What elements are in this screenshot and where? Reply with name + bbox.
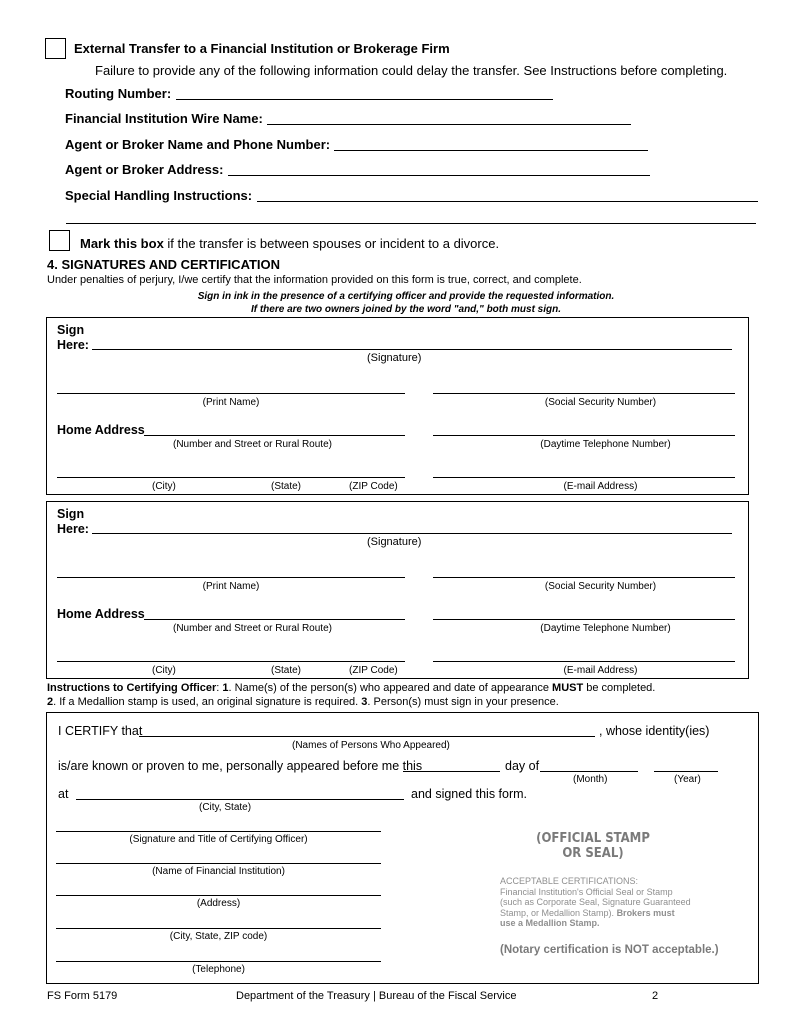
city-caption: (City) bbox=[152, 665, 176, 676]
at-label: at bbox=[58, 787, 69, 801]
financial-institution-caption: (Name of Financial Institution) bbox=[152, 866, 285, 877]
perjury-statement: Under penalties of perjury, I/we certify that the information provided on this form is true, correct, and complete. bbox=[47, 274, 582, 286]
signature-panel-1 bbox=[46, 317, 749, 495]
special-handling-label: Special Handling Instructions: bbox=[65, 188, 253, 203]
address-caption: (Address) bbox=[196, 898, 241, 909]
owner2-ssn-field[interactable] bbox=[433, 577, 735, 578]
acceptable-certifications-heading: ACCEPTABLE CERTIFICATIONS: bbox=[500, 876, 639, 886]
certifying-instructions-line2: 2. If a Medallion stamp is used, an original signature is required. 3. Person(s) must sign in your presence. bbox=[47, 696, 559, 708]
phone-caption: (Daytime Telephone Number) bbox=[540, 623, 671, 634]
acceptable-certifications bbox=[500, 876, 691, 929]
zip-caption: (ZIP Code) bbox=[349, 665, 398, 676]
certification-panel bbox=[46, 712, 759, 984]
owner1-ssn-field[interactable] bbox=[433, 393, 735, 394]
owner1-print-name-field[interactable] bbox=[57, 393, 405, 394]
acceptable-line-3: Stamp, or Medallion Stamp). Brokers must bbox=[500, 907, 675, 918]
owner2-street-field[interactable] bbox=[144, 619, 405, 620]
sign-label: Sign bbox=[57, 323, 85, 337]
owner1-street-field[interactable] bbox=[144, 435, 405, 436]
officer-signature-field[interactable] bbox=[56, 831, 381, 832]
acceptable-line-1: Financial Institution's Official Seal or Stamp bbox=[500, 886, 673, 897]
owner2-signature-field[interactable] bbox=[92, 533, 732, 534]
spouse-transfer-checkbox[interactable] bbox=[49, 230, 70, 251]
signature-caption: (Signature) bbox=[367, 352, 422, 364]
month-caption: (Month) bbox=[573, 774, 608, 785]
owner1-city-state-zip-field[interactable] bbox=[57, 477, 405, 478]
print-name-caption: (Print Name) bbox=[202, 581, 260, 592]
financial-institution-field[interactable] bbox=[56, 863, 381, 864]
signature-caption: (Signature) bbox=[367, 536, 422, 548]
state-caption: (State) bbox=[271, 481, 302, 492]
day-of-label: day of bbox=[505, 759, 540, 773]
owner2-print-name-field[interactable] bbox=[57, 577, 405, 578]
spouse-transfer-text: Mark this box if the transfer is between spouses or incident to a divorce. bbox=[80, 236, 500, 251]
acceptable-line-2: (such as Corporate Seal, Signature Guaranteed bbox=[500, 897, 691, 907]
special-handling-field[interactable] bbox=[257, 201, 758, 202]
owner1-signature-field[interactable] bbox=[92, 349, 732, 350]
names-appeared-caption: (Names of Persons Who Appeared) bbox=[292, 740, 450, 751]
agent-name-label: Agent or Broker Name and Phone Number: bbox=[65, 137, 331, 152]
phone-caption: (Daytime Telephone Number) bbox=[540, 439, 671, 450]
external-transfer-checkbox[interactable] bbox=[45, 38, 66, 59]
stamp-line-2: OR SEAL) bbox=[562, 846, 624, 861]
ssn-caption: (Social Security Number) bbox=[544, 397, 657, 408]
known-statement: is/are known or proven to me, personally appeared before me this bbox=[58, 759, 423, 773]
department-name: Department of the Treasury | Bureau of the Fiscal Service bbox=[236, 990, 517, 1002]
email-caption: (E-mail Address) bbox=[563, 665, 638, 676]
agent-address-label: Agent or Broker Address: bbox=[65, 162, 224, 177]
street-caption: (Number and Street or Rural Route) bbox=[173, 623, 332, 634]
names-appeared-field[interactable] bbox=[139, 736, 595, 737]
state-caption: (State) bbox=[271, 665, 302, 676]
telephone-caption: (Telephone) bbox=[192, 964, 245, 975]
owner2-city-state-zip-field[interactable] bbox=[57, 661, 405, 662]
page-number: 2 bbox=[652, 990, 659, 1002]
year-caption: (Year) bbox=[674, 774, 701, 785]
routing-number-label: Routing Number: bbox=[65, 86, 172, 101]
external-transfer-title: External Transfer to a Financial Institution or Brokerage Firm bbox=[74, 41, 450, 56]
officer-signature-caption: (Signature and Title of Certifying Officer) bbox=[129, 834, 308, 845]
institution-city-state-zip-field[interactable] bbox=[56, 928, 381, 929]
signed-form-label: and signed this form. bbox=[411, 787, 528, 801]
here-label: Here: bbox=[57, 522, 89, 536]
owner2-phone-field[interactable] bbox=[433, 619, 735, 620]
appearance-day-field[interactable] bbox=[403, 771, 500, 772]
ink-instruction-2: If there are two owners joined by the word "and," both must sign. bbox=[250, 304, 562, 315]
official-stamp-placeholder bbox=[517, 831, 669, 861]
sign-label: Sign bbox=[57, 507, 85, 521]
wire-name-field[interactable] bbox=[267, 124, 631, 125]
email-caption: (E-mail Address) bbox=[563, 481, 638, 492]
street-caption: (Number and Street or Rural Route) bbox=[173, 439, 332, 450]
city-state-caption: (City, State) bbox=[199, 802, 252, 813]
appearance-city-state-field[interactable] bbox=[76, 799, 404, 800]
here-label: Here: bbox=[57, 338, 89, 352]
wire-name-label: Financial Institution Wire Name: bbox=[65, 111, 263, 126]
city-caption: (City) bbox=[152, 481, 176, 492]
home-address-label: Home Address bbox=[57, 607, 145, 621]
signature-panel-2 bbox=[46, 501, 749, 679]
zip-caption: (ZIP Code) bbox=[349, 481, 398, 492]
appearance-year-field[interactable] bbox=[654, 771, 718, 772]
external-transfer-note: Failure to provide any of the following information could delay the transfer. See Instructions before completing. bbox=[95, 63, 728, 78]
form-number: FS Form 5179 bbox=[47, 990, 118, 1002]
appearance-month-field[interactable] bbox=[540, 771, 638, 772]
owner1-phone-field[interactable] bbox=[433, 435, 735, 436]
routing-number-field[interactable] bbox=[176, 99, 553, 100]
special-handling-field-line2[interactable] bbox=[66, 223, 756, 224]
i-certify-label: I CERTIFY that bbox=[58, 724, 143, 738]
ssn-caption: (Social Security Number) bbox=[544, 581, 657, 592]
agent-address-field[interactable] bbox=[228, 175, 650, 176]
stamp-line-1: (OFFICIAL STAMP bbox=[536, 831, 650, 846]
section4-heading: 4. SIGNATURES AND CERTIFICATION bbox=[47, 257, 281, 272]
owner2-email-field[interactable] bbox=[433, 661, 735, 662]
agent-name-field[interactable] bbox=[334, 150, 648, 151]
acceptable-line-4: use a Medallion Stamp. bbox=[500, 918, 600, 928]
city-state-zip-caption: (City, State, ZIP code) bbox=[169, 931, 268, 942]
ink-instruction-1: Sign in ink in the presence of a certifying officer and provide the requested information. bbox=[197, 291, 615, 302]
institution-address-field[interactable] bbox=[56, 895, 381, 896]
owner1-email-field[interactable] bbox=[433, 477, 735, 478]
home-address-label: Home Address bbox=[57, 423, 145, 437]
print-name-caption: (Print Name) bbox=[202, 397, 260, 408]
certifying-instructions-line1: Instructions to Certifying Officer: 1. Name(s) of the person(s) who appeared and date of appearance MUST be completed. bbox=[47, 682, 656, 694]
whose-identity-label: , whose identity(ies) bbox=[599, 724, 710, 738]
institution-telephone-field[interactable] bbox=[56, 961, 381, 962]
notary-not-acceptable: (Notary certification is NOT acceptable.) bbox=[500, 944, 719, 956]
